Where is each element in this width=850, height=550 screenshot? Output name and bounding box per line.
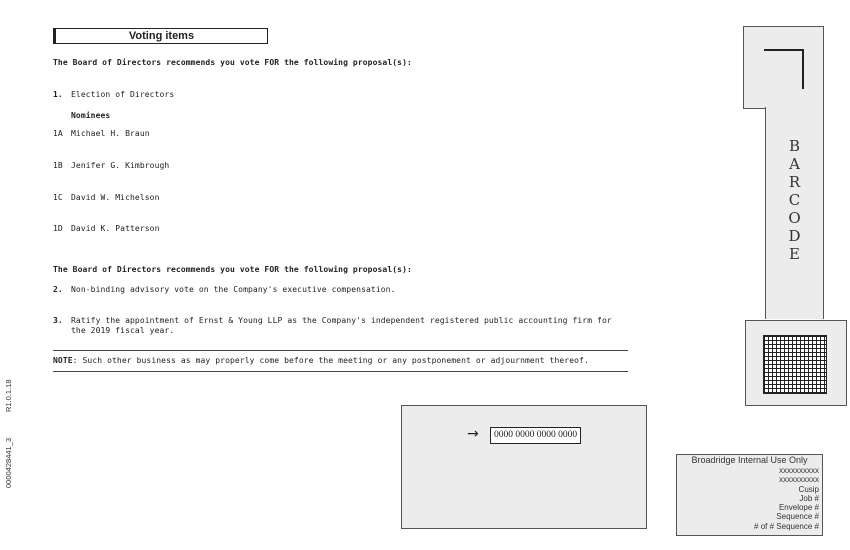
note-text: : Such other business as may properly come before the meeting or any postponement or adjournment thereof. — [72, 356, 589, 365]
broadridge-line: xxxxxxxxxx — [779, 475, 819, 485]
grid-code-box — [745, 320, 847, 406]
nominee-id: 1B — [53, 161, 63, 170]
broadridge-line: Cusip — [798, 484, 819, 494]
proposal-2-number: 2. — [53, 285, 63, 294]
proposal-3-text-line2: the 2019 fiscal year. — [71, 326, 175, 335]
2d-barcode-grid — [763, 335, 827, 394]
control-number-box — [401, 405, 647, 529]
nominee-id: 1A — [53, 129, 63, 138]
broadridge-line: xxxxxxxxxx — [779, 466, 819, 475]
note-label: NOTE — [53, 356, 73, 365]
nominee-name: Jenifer G. Kimbrough — [71, 161, 170, 170]
barcode-letter: B — [788, 137, 801, 155]
revision-code: R1.0.1.18 — [4, 379, 13, 412]
nominee-id: 1D — [53, 224, 63, 233]
control-number: 0000 0000 0000 0000 — [490, 427, 581, 444]
note-top-rule — [53, 350, 628, 351]
barcode-strip — [765, 107, 824, 319]
document-id-code: 0000428441_3 — [4, 437, 13, 488]
nominee-id: 1C — [53, 193, 63, 202]
board-recommendation-1: The Board of Directors recommends you vote FOR the following proposal(s): — [53, 58, 412, 67]
proposal-1-number: 1. — [53, 90, 63, 99]
broadridge-line: # of # Sequence # — [754, 521, 819, 531]
right-arrow-icon: → — [467, 426, 479, 442]
proposal-1-text: Election of Directors — [71, 90, 175, 99]
voting-items-header: Voting items — [53, 28, 268, 44]
barcode-letter: A — [789, 155, 800, 173]
barcode-label — [766, 137, 823, 263]
nominees-label: Nominees — [71, 111, 111, 120]
barcode-letter: C — [788, 191, 801, 209]
broadridge-internal-box — [676, 454, 823, 536]
barcode-letter: E — [789, 245, 800, 263]
barcode-letter: D — [788, 227, 801, 245]
nominee-name: David W. Michelson — [71, 193, 160, 202]
broadridge-line: Envelope # — [778, 503, 819, 513]
broadridge-line: Sequence # — [776, 512, 819, 522]
barcode-letter: O — [788, 209, 801, 227]
nominee-name: Michael H. Braun — [71, 129, 150, 138]
nominee-name: David K. Patterson — [71, 224, 160, 233]
corner-mark-box — [743, 26, 824, 109]
proposal-3-text-line1: Ratify the appointment of Ernst & Young LLP as the Company's independent registered public accounting firm for — [71, 316, 612, 325]
broadridge-line: Broadridge Internal Use Only — [691, 455, 808, 465]
broadridge-line: Job # — [799, 493, 819, 503]
corner-registration-mark — [764, 49, 804, 89]
note-bottom-rule — [53, 371, 628, 372]
proposal-3-number: 3. — [53, 316, 63, 325]
note — [53, 356, 589, 365]
board-recommendation-2: The Board of Directors recommends you vote FOR the following proposal(s): — [53, 265, 412, 274]
barcode-letter: R — [788, 173, 801, 191]
proposal-2-text: Non-binding advisory vote on the Company's executive compensation. — [71, 285, 396, 294]
